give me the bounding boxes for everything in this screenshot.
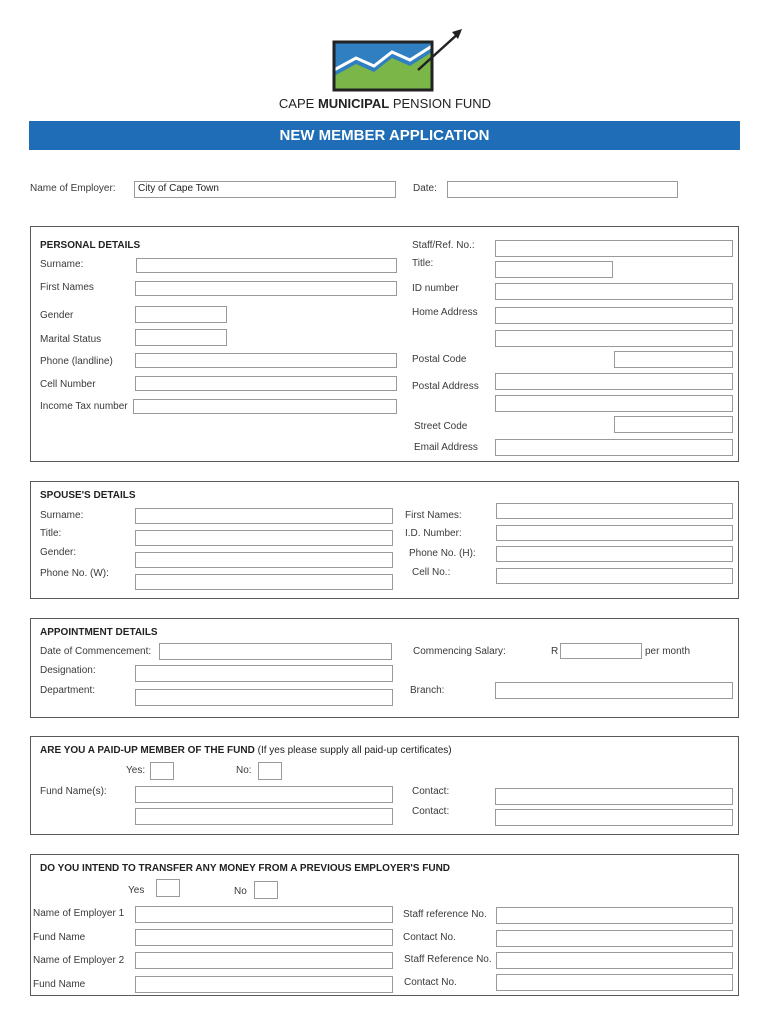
phone-landline-field[interactable] xyxy=(135,353,397,368)
fund-name-2-field[interactable] xyxy=(135,976,393,993)
spouse-title-field[interactable] xyxy=(135,530,393,546)
spouse-first-names-field[interactable] xyxy=(496,503,733,519)
cell-number-field[interactable] xyxy=(135,376,397,391)
contact-no-2-label: Contact No. xyxy=(404,977,457,988)
branch-label: Branch: xyxy=(410,685,445,696)
date-field[interactable] xyxy=(447,181,678,198)
income-tax-label: Income Tax number xyxy=(40,401,128,412)
postal-address-field-2[interactable] xyxy=(495,395,733,412)
surname-field[interactable] xyxy=(136,258,397,273)
spouse-gender-label: Gender: xyxy=(40,547,77,558)
spouse-phone-w-label: Phone No. (W): xyxy=(40,568,109,579)
marital-status-field[interactable] xyxy=(135,329,227,346)
fund-logo xyxy=(326,26,466,92)
date-commencement-field[interactable] xyxy=(159,643,392,660)
home-address-field-2[interactable] xyxy=(495,330,733,347)
staff-reference-1-label: Staff reference No. xyxy=(403,909,487,920)
employer-label: Name of Employer: xyxy=(30,183,116,194)
paid-up-note: (If yes please supply all paid-up certificates) xyxy=(257,745,452,756)
organisation-name: CAPE MUNICIPAL PENSION FUND xyxy=(278,96,492,111)
paid-up-question: ARE YOU A PAID-UP MEMBER OF THE FUND xyxy=(40,745,255,756)
branch-field[interactable] xyxy=(495,682,733,699)
postal-address-label: Postal Address xyxy=(412,381,479,392)
postal-code-field[interactable] xyxy=(614,351,733,368)
spouse-phone-h-label: Phone No. (H): xyxy=(409,548,476,559)
spouse-first-names-label: First Names: xyxy=(405,510,462,521)
form-title-banner: NEW MEMBER APPLICATION xyxy=(29,121,740,150)
employer-2-label: Name of Employer 2 xyxy=(33,955,125,966)
department-field[interactable] xyxy=(135,689,393,706)
personal-details-title: PERSONAL DETAILS xyxy=(40,240,141,251)
home-address-label: Home Address xyxy=(412,307,478,318)
title-label: Title: xyxy=(412,258,434,269)
marital-status-label: Marital Status xyxy=(40,334,102,345)
gender-label: Gender xyxy=(40,310,74,321)
paid-up-no-label: No: xyxy=(236,765,252,776)
fund-name-1-field[interactable] xyxy=(135,929,393,946)
designation-label: Designation: xyxy=(40,665,96,676)
gender-field[interactable] xyxy=(135,306,227,323)
staff-reference-2-field[interactable] xyxy=(496,952,733,969)
staff-ref-field[interactable] xyxy=(495,240,733,257)
date-commencement-label: Date of Commencement: xyxy=(40,646,152,657)
paid-up-no-checkbox[interactable] xyxy=(258,762,282,780)
email-field[interactable] xyxy=(495,439,733,456)
fund-name-2-label: Fund Name xyxy=(33,979,86,990)
title-field[interactable] xyxy=(495,261,613,278)
transfer-no-label: No xyxy=(234,886,247,897)
street-code-field[interactable] xyxy=(614,416,733,433)
staff-ref-label: Staff/Ref. No.: xyxy=(412,240,475,251)
postal-code-label: Postal Code xyxy=(412,354,467,365)
spouse-id-field[interactable] xyxy=(496,525,733,541)
surname-label: Surname: xyxy=(40,259,84,270)
paid-up-contact-2-field[interactable] xyxy=(495,809,733,826)
contact-no-2-field[interactable] xyxy=(496,974,733,991)
phone-landline-label: Phone (landline) xyxy=(40,356,113,367)
spouse-gender-field[interactable] xyxy=(135,552,393,568)
home-address-field-1[interactable] xyxy=(495,307,733,324)
transfer-no-checkbox[interactable] xyxy=(254,881,278,899)
commencing-salary-field[interactable] xyxy=(560,643,642,659)
first-names-field[interactable] xyxy=(135,281,397,296)
spouse-cell-field[interactable] xyxy=(496,568,733,584)
id-number-label: ID number xyxy=(412,283,459,294)
paid-up-yes-label: Yes: xyxy=(126,765,146,776)
department-label: Department: xyxy=(40,685,96,696)
fund-names-label: Fund Name(s): xyxy=(40,786,107,797)
email-label: Email Address xyxy=(414,442,478,453)
fund-names-field-2[interactable] xyxy=(135,808,393,825)
employer-1-field[interactable] xyxy=(135,906,393,923)
staff-reference-2-label: Staff Reference No. xyxy=(404,954,492,965)
paid-up-yes-checkbox[interactable] xyxy=(150,762,174,780)
transfer-title: DO YOU INTEND TO TRANSFER ANY MONEY FROM A PREVIOUS EMPLOYER'S FUND xyxy=(40,863,451,874)
paid-up-contact-1-field[interactable] xyxy=(495,788,733,805)
transfer-yes-label: Yes xyxy=(128,885,145,896)
spouse-surname-label: Surname: xyxy=(40,510,84,521)
id-number-field[interactable] xyxy=(495,283,733,300)
fund-names-field-1[interactable] xyxy=(135,786,393,803)
logo-graphic-icon xyxy=(326,26,466,92)
per-month-label: per month xyxy=(645,646,691,657)
spouse-phone-w-field[interactable] xyxy=(135,574,393,590)
contact-no-1-field[interactable] xyxy=(496,930,733,947)
spouse-surname-field[interactable] xyxy=(135,508,393,524)
street-code-label: Street Code xyxy=(414,421,468,432)
contact-no-1-label: Contact No. xyxy=(403,932,456,943)
transfer-yes-checkbox[interactable] xyxy=(156,879,180,897)
appointment-details-title: APPOINTMENT DETAILS xyxy=(40,627,158,638)
paid-up-contact-1-label: Contact: xyxy=(412,786,450,797)
cell-number-label: Cell Number xyxy=(40,379,96,390)
employer-2-field[interactable] xyxy=(135,952,393,969)
currency-label: R xyxy=(551,646,559,657)
fund-name-1-label: Fund Name xyxy=(33,932,86,943)
spouse-id-label: I.D. Number: xyxy=(405,528,462,539)
spouse-phone-h-field[interactable] xyxy=(496,546,733,562)
paid-up-contact-2-label: Contact: xyxy=(412,806,450,817)
postal-address-field-1[interactable] xyxy=(495,373,733,390)
spouse-details-title: SPOUSE'S DETAILS xyxy=(40,490,136,501)
first-names-label: First Names xyxy=(40,282,94,293)
commencing-salary-label: Commencing Salary: xyxy=(413,646,506,657)
spouse-title-label: Title: xyxy=(40,528,62,539)
spouse-cell-label: Cell No.: xyxy=(412,567,451,578)
income-tax-field[interactable] xyxy=(133,399,397,414)
employer-field[interactable]: City of Cape Town xyxy=(134,181,396,198)
paid-up-member-title xyxy=(40,745,452,756)
date-label: Date: xyxy=(413,183,437,194)
designation-field[interactable] xyxy=(135,665,393,682)
staff-reference-1-field[interactable] xyxy=(496,907,733,924)
employer-1-label: Name of Employer 1 xyxy=(33,908,125,919)
